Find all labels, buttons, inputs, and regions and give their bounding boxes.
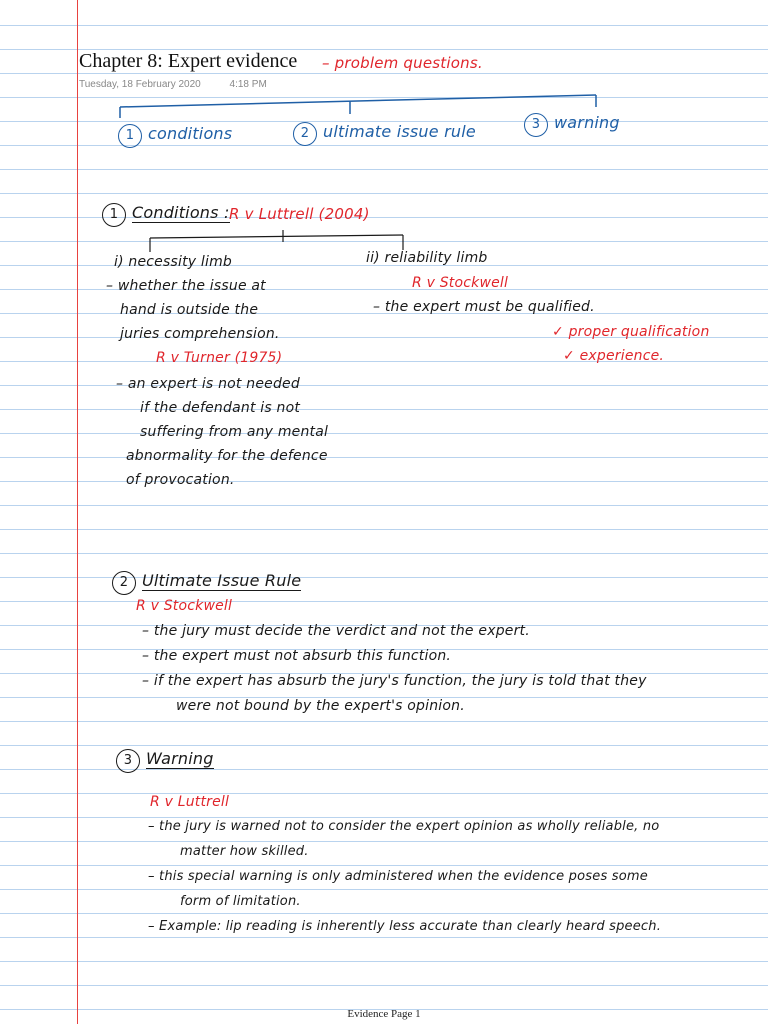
section3-line: matter how skilled. xyxy=(180,844,309,859)
section1-case: R v Luttrell (2004) xyxy=(229,205,370,223)
section1-heading: 1 Conditions : xyxy=(102,203,230,227)
limb1-line: if the defendant is not xyxy=(140,400,301,416)
section3-line: – this special warning is only administered when the evidence poses some xyxy=(148,869,648,884)
overview-item-3: 3 warning xyxy=(524,113,620,137)
limb1-line: of provocation. xyxy=(126,472,235,488)
limb1-line: – whether the issue at xyxy=(106,278,266,294)
section2-heading: 2 Ultimate Issue Rule xyxy=(112,571,301,595)
limb1-line: – an expert is not needed xyxy=(116,376,300,392)
limb2-case: R v Stockwell xyxy=(412,275,509,291)
circle-number: 3 xyxy=(116,749,140,773)
section2-line: – if the expert has absurb the jury's function, the jury is told that they xyxy=(142,673,647,689)
limb2-check: ✓ proper qualification xyxy=(552,324,710,340)
circle-number: 3 xyxy=(524,113,548,137)
section3-line: – Example: lip reading is inherently less accurate than clearly heard speech. xyxy=(148,919,662,934)
circle-number: 2 xyxy=(112,571,136,595)
limb1-line: hand is outside the xyxy=(120,302,259,318)
limb2-line: – the expert must be qualified. xyxy=(373,299,595,315)
limb2-check: ✓ experience. xyxy=(563,348,665,364)
section2-case: R v Stockwell xyxy=(136,598,233,614)
circle-number: 1 xyxy=(102,203,126,227)
section2-line: were not bound by the expert's opinion. xyxy=(176,698,465,714)
page-time: 4:18 PM xyxy=(229,79,267,90)
section3-case: R v Luttrell xyxy=(150,794,230,810)
limb1-line: juries comprehension. xyxy=(120,326,280,342)
circle-number: 1 xyxy=(118,124,142,148)
overview-item-1: 1 conditions xyxy=(118,124,232,148)
section3-heading: 3 Warning xyxy=(116,749,214,773)
limb2-title: ii) reliability limb xyxy=(366,250,488,266)
circle-number: 2 xyxy=(293,122,317,146)
page-footer: Evidence Page 1 xyxy=(347,1008,421,1020)
page-date: Tuesday, 18 February 2020 xyxy=(79,79,201,90)
section3-line: – the jury is warned not to consider the expert opinion as wholly reliable, no xyxy=(148,819,660,834)
section2-line: – the jury must decide the verdict and not the expert. xyxy=(142,623,530,639)
limb1-line: suffering from any mental xyxy=(140,424,329,440)
limbs-bracket xyxy=(150,230,403,252)
page-title: Chapter 8: Expert evidence xyxy=(79,50,303,73)
limb1-line: abnormality for the defence xyxy=(126,448,328,464)
limb1-case: R v Turner (1975) xyxy=(156,350,283,366)
limb1-title: i) necessity limb xyxy=(114,254,233,270)
section2-line: – the expert must not absurb this function. xyxy=(142,648,452,664)
section3-line: form of limitation. xyxy=(180,894,301,909)
title-note: – problem questions. xyxy=(322,54,483,72)
overview-item-2: 2 ultimate issue rule xyxy=(293,122,476,146)
